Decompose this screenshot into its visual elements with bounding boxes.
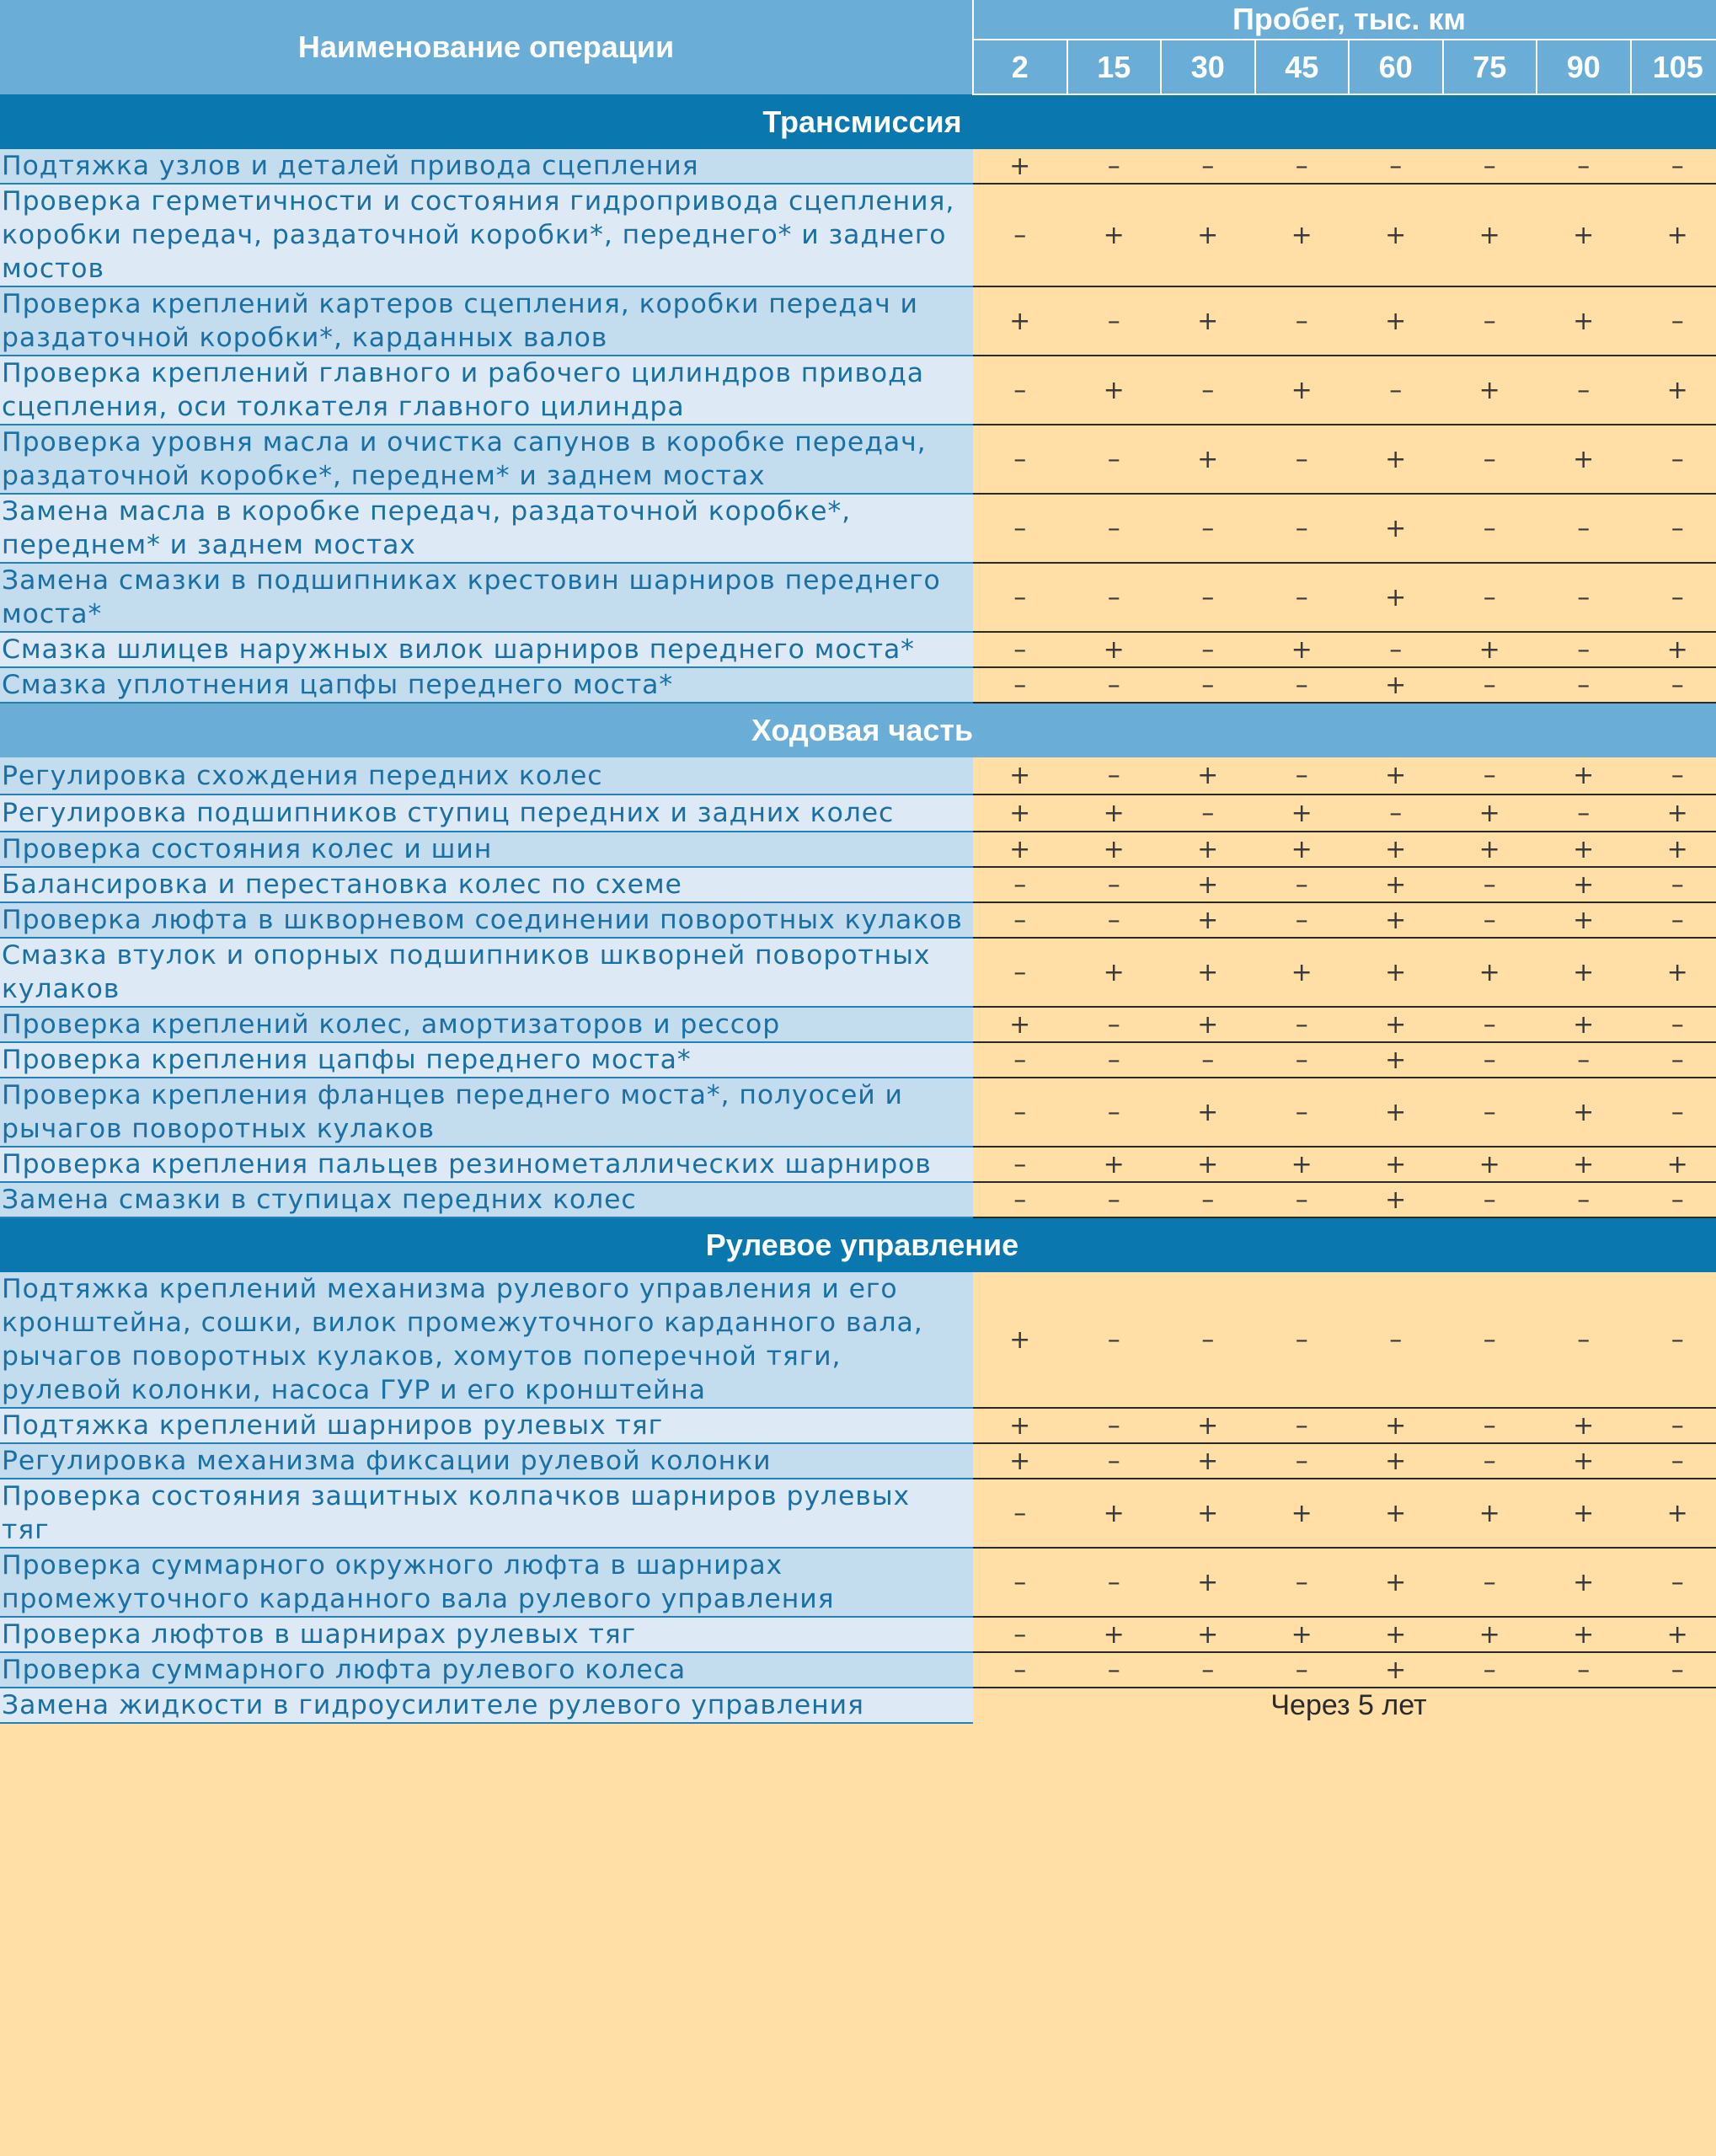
table-row <box>0 1272 1716 1408</box>
mileage-mark: – <box>1537 1652 1631 1688</box>
table-row <box>0 1688 1716 1723</box>
mileage-mark: – <box>1631 757 1716 794</box>
mileage-mark: + <box>1161 1078 1255 1147</box>
mileage-mark: – <box>1255 1443 1350 1479</box>
mileage-mark: + <box>1349 184 1443 286</box>
mileage-mark: – <box>1067 1652 1162 1688</box>
operation-name: Проверка крепления цапфы переднего моста* <box>0 1042 973 1078</box>
mileage-mark: – <box>973 632 1067 667</box>
mileage-mark: – <box>1067 563 1162 632</box>
mileage-mark: + <box>973 1272 1067 1408</box>
table-row <box>0 794 1716 832</box>
mileage-mark: + <box>1349 1652 1443 1688</box>
mileage-mark: + <box>1161 1443 1255 1479</box>
mileage-mark: + <box>1443 1147 1537 1182</box>
operation-name: Подтяжка креплений механизма рулевого управления и его кронштейна, сошки, вилок промежуточного карданного вала, рычагов поворотных кулаков, хомутов поперечной тяги, рулевой колонки, насоса ГУР и его кронштейна <box>0 1272 973 1408</box>
mileage-mark: + <box>1067 184 1162 286</box>
operation-name: Проверка состояния колес и шин <box>0 832 973 867</box>
mileage-mark: + <box>1631 632 1716 667</box>
mileage-mark: – <box>973 1479 1067 1548</box>
mileage-mark: – <box>973 1182 1067 1217</box>
mileage-mark: – <box>1443 149 1537 184</box>
mileage-mark: – <box>1161 1272 1255 1408</box>
mileage-mark: + <box>1349 1617 1443 1652</box>
mileage-mark: – <box>1443 1078 1537 1147</box>
mileage-mark: + <box>973 1443 1067 1479</box>
mileage-mark: – <box>1631 902 1716 938</box>
mileage-mark: – <box>1443 425 1537 494</box>
mileage-mark: + <box>1443 794 1537 832</box>
mileage-mark: + <box>1537 902 1631 938</box>
mileage-mark: – <box>1537 356 1631 425</box>
mileage-mark: + <box>1443 632 1537 667</box>
table-row <box>0 832 1716 867</box>
mileage-mark: – <box>1255 286 1350 356</box>
mileage-mark: – <box>973 667 1067 703</box>
mileage-mark: + <box>1537 1408 1631 1443</box>
mileage-mark: + <box>1067 632 1162 667</box>
operation-name: Замена смазки в подшипниках крестовин шарниров переднего моста* <box>0 563 973 632</box>
mileage-mark: + <box>1443 832 1537 867</box>
operation-name: Проверка креплений колес, амортизаторов и рессор <box>0 1007 973 1042</box>
mileage-mark: + <box>1255 1617 1350 1652</box>
table-row <box>0 867 1716 902</box>
mileage-mark: + <box>1255 632 1350 667</box>
mileage-mark: – <box>1443 494 1537 563</box>
mileage-mark: – <box>1631 1042 1716 1078</box>
mileage-mark: – <box>973 1147 1067 1182</box>
mileage-mark: – <box>1631 286 1716 356</box>
mileage-mark: – <box>1255 1078 1350 1147</box>
mileage-column-header: 30 <box>1161 40 1255 94</box>
operation-name: Замена масла в коробке передач, раздаточной коробке*, переднем* и заднем мостах <box>0 494 973 563</box>
mileage-mark: – <box>1537 632 1631 667</box>
mileage-mark: + <box>1067 938 1162 1007</box>
mileage-mark: – <box>1537 494 1631 563</box>
mileage-mark: + <box>1255 832 1350 867</box>
mileage-mark: – <box>1631 1443 1716 1479</box>
mileage-mark: – <box>1161 794 1255 832</box>
mileage-mark: – <box>1537 1182 1631 1217</box>
table-body <box>0 94 1716 1723</box>
mileage-mark: – <box>1255 757 1350 794</box>
table-row <box>0 425 1716 494</box>
operation-name: Проверка креплений главного и рабочего цилиндров привода сцепления, оси толкателя главного цилиндра <box>0 356 973 425</box>
mileage-mark: + <box>1631 938 1716 1007</box>
mileage-mark: – <box>1067 1007 1162 1042</box>
operation-name: Балансировка и перестановка колес по схеме <box>0 867 973 902</box>
section-title: Ходовая часть <box>751 713 974 747</box>
mileage-mark: – <box>1631 149 1716 184</box>
mileage-mark: + <box>1349 1042 1443 1078</box>
operation-name: Замена жидкости в гидроусилителе рулевого управления <box>0 1688 973 1723</box>
operation-name: Проверка уровня масла и очистка сапунов в коробке передач, раздаточной коробке*, переднем* и заднем мостах <box>0 425 973 494</box>
table-row <box>0 902 1716 938</box>
mileage-mark: + <box>1631 356 1716 425</box>
mileage-mark: – <box>973 867 1067 902</box>
mileage-mark: – <box>1631 667 1716 703</box>
mileage-mark: + <box>1067 1479 1162 1548</box>
mileage-mark: + <box>1537 1078 1631 1147</box>
mileage-mark: + <box>1161 1147 1255 1182</box>
mileage-mark: + <box>1349 867 1443 902</box>
mileage-mark: + <box>1067 356 1162 425</box>
mileage-mark: + <box>1161 832 1255 867</box>
mileage-mark: – <box>1349 149 1443 184</box>
table-row <box>0 1479 1716 1548</box>
mileage-mark: + <box>1631 794 1716 832</box>
section-header-steering <box>0 1217 1716 1272</box>
table-row <box>0 563 1716 632</box>
operation-name-header: Наименование операции <box>0 0 973 94</box>
mileage-mark: – <box>1067 1272 1162 1408</box>
operation-name: Проверка герметичности и состояния гидропривода сцепления, коробки передач, раздаточной коробки*, переднего* и заднего мостов <box>0 184 973 286</box>
mileage-mark: + <box>973 1007 1067 1042</box>
mileage-mark: – <box>1537 563 1631 632</box>
mileage-mark: – <box>1443 1042 1537 1078</box>
mileage-mark: – <box>973 1042 1067 1078</box>
operation-name: Проверка креплений картеров сцепления, коробки передач и раздаточной коробки*, карданных валов <box>0 286 973 356</box>
mileage-mark: + <box>973 149 1067 184</box>
table-row <box>0 356 1716 425</box>
mileage-mark: – <box>1067 1042 1162 1078</box>
mileage-mark: – <box>1255 1548 1350 1617</box>
mileage-mark: + <box>1443 1479 1537 1548</box>
mileage-mark: – <box>1537 1272 1631 1408</box>
mileage-mark: + <box>1537 425 1631 494</box>
table-row <box>0 1652 1716 1688</box>
table-row <box>0 494 1716 563</box>
operation-name: Подтяжка креплений шарниров рулевых тяг <box>0 1408 973 1443</box>
mileage-mark: – <box>1255 1272 1350 1408</box>
mileage-mark: – <box>1067 1408 1162 1443</box>
mileage-mark: + <box>1161 1007 1255 1042</box>
mileage-mark: – <box>1631 425 1716 494</box>
mileage-mark: + <box>1161 867 1255 902</box>
mileage-mark: – <box>1255 1042 1350 1078</box>
mileage-mark: – <box>1067 286 1162 356</box>
mileage-mark: – <box>1067 1443 1162 1479</box>
mileage-mark: + <box>1537 184 1631 286</box>
mileage-mark: + <box>1161 757 1255 794</box>
operation-name: Замена смазки в ступицах передних колес <box>0 1182 973 1217</box>
mileage-mark: + <box>973 1408 1067 1443</box>
mileage-mark: + <box>1349 425 1443 494</box>
mileage-mark: + <box>1255 1147 1350 1182</box>
mileage-mark: + <box>1067 1617 1162 1652</box>
mileage-mark: – <box>1537 149 1631 184</box>
table-row <box>0 632 1716 667</box>
operation-name: Проверка люфта в шкворневом соединении поворотных кулаков <box>0 902 973 938</box>
mileage-mark: + <box>1537 757 1631 794</box>
mileage-mark: + <box>1349 757 1443 794</box>
operation-name: Проверка люфтов в шарнирах рулевых тяг <box>0 1617 973 1652</box>
mileage-mark: + <box>1349 938 1443 1007</box>
mileage-mark: – <box>1443 1652 1537 1688</box>
mileage-mark: + <box>1161 1408 1255 1443</box>
operation-name: Проверка состояния защитных колпачков шарниров рулевых тяг <box>0 1479 973 1548</box>
table-row <box>0 1078 1716 1147</box>
table-row <box>0 286 1716 356</box>
mileage-mark: – <box>1161 563 1255 632</box>
mileage-mark: – <box>1443 667 1537 703</box>
table-row <box>0 1443 1716 1479</box>
mileage-mark: + <box>1537 1443 1631 1479</box>
mileage-mark: – <box>1161 149 1255 184</box>
mileage-mark: + <box>1631 1617 1716 1652</box>
table-row <box>0 938 1716 1007</box>
mileage-mark: – <box>1349 794 1443 832</box>
mileage-mark: – <box>1067 1548 1162 1617</box>
mileage-mark: – <box>1067 1182 1162 1217</box>
mileage-mark: – <box>1631 494 1716 563</box>
mileage-mark: + <box>1631 832 1716 867</box>
section-title: Рулевое управление <box>705 1228 1019 1262</box>
mileage-mark: + <box>1537 286 1631 356</box>
mileage-mark: – <box>1067 425 1162 494</box>
table-row <box>0 757 1716 794</box>
mileage-mark: – <box>1443 563 1537 632</box>
table-row <box>0 1182 1716 1217</box>
mileage-mark: – <box>1255 494 1350 563</box>
mileage-mark: + <box>1443 938 1537 1007</box>
mileage-mark: – <box>1631 1007 1716 1042</box>
mileage-column-header: 60 <box>1349 40 1443 94</box>
table-row <box>0 667 1716 703</box>
mileage-mark: – <box>1349 1272 1443 1408</box>
mileage-mark: + <box>1537 832 1631 867</box>
table-row <box>0 1408 1716 1443</box>
mileage-mark: + <box>973 832 1067 867</box>
mileage-mark: – <box>1255 1182 1350 1217</box>
mileage-mark: – <box>1067 867 1162 902</box>
mileage-mark: – <box>973 1548 1067 1617</box>
mileage-mark: + <box>1349 902 1443 938</box>
mileage-mark: + <box>1255 794 1350 832</box>
mileage-mark: + <box>1161 184 1255 286</box>
operation-name: Смазка шлицев наружных вилок шарниров переднего моста* <box>0 632 973 667</box>
mileage-mark: + <box>1631 1479 1716 1548</box>
mileage-mark: + <box>1161 425 1255 494</box>
operation-name: Проверка суммарного окружного люфта в шарнирах промежуточного карданного вала рулевого управления <box>0 1548 973 1617</box>
table-row <box>0 184 1716 286</box>
mileage-mark: + <box>1537 938 1631 1007</box>
mileage-mark: – <box>1537 794 1631 832</box>
mileage-mark: – <box>1443 1408 1537 1443</box>
mileage-mark: – <box>973 938 1067 1007</box>
mileage-mark: + <box>1161 286 1255 356</box>
table-row <box>0 1548 1716 1617</box>
mileage-mark: + <box>1067 832 1162 867</box>
mileage-mark: – <box>973 563 1067 632</box>
mileage-mark: – <box>1443 757 1537 794</box>
mileage-mark: – <box>1255 1652 1350 1688</box>
operation-name: Смазка втулок и опорных подшипников шкворней поворотных кулаков <box>0 938 973 1007</box>
table-row <box>0 1147 1716 1182</box>
mileage-mark: – <box>1161 356 1255 425</box>
section-header-chassis <box>0 703 1716 757</box>
operation-name: Проверка суммарного люфта рулевого колеса <box>0 1652 973 1688</box>
mileage-mark: – <box>973 1078 1067 1147</box>
mileage-mark: + <box>1349 1548 1443 1617</box>
mileage-mark: – <box>1161 1042 1255 1078</box>
mileage-mark: – <box>1067 902 1162 938</box>
table-row <box>0 1007 1716 1042</box>
mileage-mark: + <box>1537 1007 1631 1042</box>
mileage-mark: – <box>973 425 1067 494</box>
mileage-mark: – <box>1255 563 1350 632</box>
mileage-mark: – <box>1255 867 1350 902</box>
mileage-mark: – <box>1255 149 1350 184</box>
mileage-mark: + <box>1161 1479 1255 1548</box>
mileage-mark: – <box>1161 1182 1255 1217</box>
mileage-mark: – <box>1631 1652 1716 1688</box>
mileage-mark: – <box>1631 1182 1716 1217</box>
operation-name: Подтяжка узлов и деталей привода сцепления <box>0 149 973 184</box>
mileage-mark: + <box>1349 1408 1443 1443</box>
mileage-mark: – <box>1631 563 1716 632</box>
mileage-mark: + <box>1255 938 1350 1007</box>
mileage-mark: – <box>1443 867 1537 902</box>
mileage-mark: – <box>1537 1042 1631 1078</box>
table-row <box>0 149 1716 184</box>
mileage-mark: + <box>1349 1007 1443 1042</box>
mileage-mark: – <box>973 1652 1067 1688</box>
mileage-mark: – <box>1631 1548 1716 1617</box>
mileage-mark: – <box>1161 494 1255 563</box>
operation-name: Проверка крепления пальцев резинометаллических шарниров <box>0 1147 973 1182</box>
mileage-mark: + <box>1537 1617 1631 1652</box>
mileage-mark: + <box>1537 867 1631 902</box>
mileage-mark: + <box>1161 938 1255 1007</box>
mileage-mark: – <box>1067 149 1162 184</box>
mileage-mark: – <box>1255 1408 1350 1443</box>
mileage-mark: – <box>1443 286 1537 356</box>
mileage-mark: + <box>1349 1147 1443 1182</box>
mileage-mark: – <box>1443 1007 1537 1042</box>
mileage-mark: + <box>973 794 1067 832</box>
mileage-mark: – <box>1067 757 1162 794</box>
operation-name: Регулировка механизма фиксации рулевой колонки <box>0 1443 973 1479</box>
mileage-mark: + <box>1631 184 1716 286</box>
mileage-mark: + <box>1443 184 1537 286</box>
mileage-mark: – <box>1537 667 1631 703</box>
mileage-mark: – <box>1067 667 1162 703</box>
mileage-column-header: 90 <box>1537 40 1631 94</box>
mileage-mark: – <box>1443 1443 1537 1479</box>
mileage-mark: + <box>1349 667 1443 703</box>
mileage-mark: – <box>1067 1078 1162 1147</box>
mileage-mark: – <box>1631 867 1716 902</box>
mileage-mark: – <box>973 494 1067 563</box>
mileage-mark: – <box>1349 632 1443 667</box>
mileage-mark: + <box>1349 1078 1443 1147</box>
mileage-mark: – <box>1161 632 1255 667</box>
mileage-mark: + <box>1067 794 1162 832</box>
mileage-mark: + <box>973 757 1067 794</box>
mileage-mark: – <box>1443 1272 1537 1408</box>
mileage-mark: – <box>973 184 1067 286</box>
mileage-mark: – <box>1631 1408 1716 1443</box>
mileage-mark: + <box>1537 1147 1631 1182</box>
mileage-column-header: 75 <box>1443 40 1537 94</box>
mileage-mark: – <box>1255 1007 1350 1042</box>
table-row <box>0 1042 1716 1078</box>
mileage-mark: + <box>1631 1147 1716 1182</box>
mileage-mark: + <box>1255 1479 1350 1548</box>
mileage-mark: + <box>1537 1479 1631 1548</box>
mileage-mark: + <box>1161 902 1255 938</box>
operation-name: Проверка крепления фланцев переднего моста*, полуосей и рычагов поворотных кулаков <box>0 1078 973 1147</box>
mileage-mark: – <box>1631 1078 1716 1147</box>
mileage-mark: + <box>1349 1479 1443 1548</box>
mileage-mark: + <box>1349 494 1443 563</box>
mileage-mark: + <box>1443 356 1537 425</box>
mileage-mark: – <box>973 1617 1067 1652</box>
mileage-mark: – <box>1161 667 1255 703</box>
mileage-mark: + <box>1349 286 1443 356</box>
mileage-mark: – <box>1443 902 1537 938</box>
mileage-mark: + <box>1537 1548 1631 1617</box>
mileage-column-header: 15 <box>1067 40 1162 94</box>
mileage-mark: + <box>1443 1617 1537 1652</box>
mileage-mark: – <box>1443 1548 1537 1617</box>
mileage-mark: – <box>1067 494 1162 563</box>
section-title: Трансмиссия <box>762 104 962 139</box>
operation-name: Регулировка схождения передних колес <box>0 757 973 794</box>
interval-note: Через 5 лет <box>973 1688 1716 1723</box>
mileage-mark: + <box>1255 356 1350 425</box>
operation-name: Смазка уплотнения цапфы переднего моста* <box>0 667 973 703</box>
table-row <box>0 1617 1716 1652</box>
mileage-mark: + <box>1349 1443 1443 1479</box>
mileage-mark: – <box>973 902 1067 938</box>
mileage-column-header: 2 <box>973 40 1067 94</box>
mileage-mark: – <box>1161 1652 1255 1688</box>
mileage-group-header: Пробег, тыс. км <box>973 0 1716 40</box>
section-header-transmission <box>0 94 1716 149</box>
mileage-mark: + <box>973 286 1067 356</box>
mileage-mark: – <box>1349 356 1443 425</box>
operation-name: Регулировка подшипников ступиц передних и задних колес <box>0 794 973 832</box>
mileage-mark: – <box>1255 902 1350 938</box>
mileage-mark: – <box>1255 425 1350 494</box>
mileage-mark: – <box>1631 1272 1716 1408</box>
mileage-mark: + <box>1349 1182 1443 1217</box>
mileage-column-header: 105 <box>1631 40 1716 94</box>
mileage-mark: – <box>973 356 1067 425</box>
mileage-mark: – <box>1255 667 1350 703</box>
mileage-column-header: 45 <box>1255 40 1350 94</box>
mileage-mark: – <box>1443 1182 1537 1217</box>
mileage-mark: + <box>1255 184 1350 286</box>
mileage-mark: + <box>1349 563 1443 632</box>
mileage-mark: + <box>1161 1548 1255 1617</box>
mileage-mark: + <box>1067 1147 1162 1182</box>
mileage-mark: + <box>1161 1617 1255 1652</box>
mileage-mark: + <box>1349 832 1443 867</box>
